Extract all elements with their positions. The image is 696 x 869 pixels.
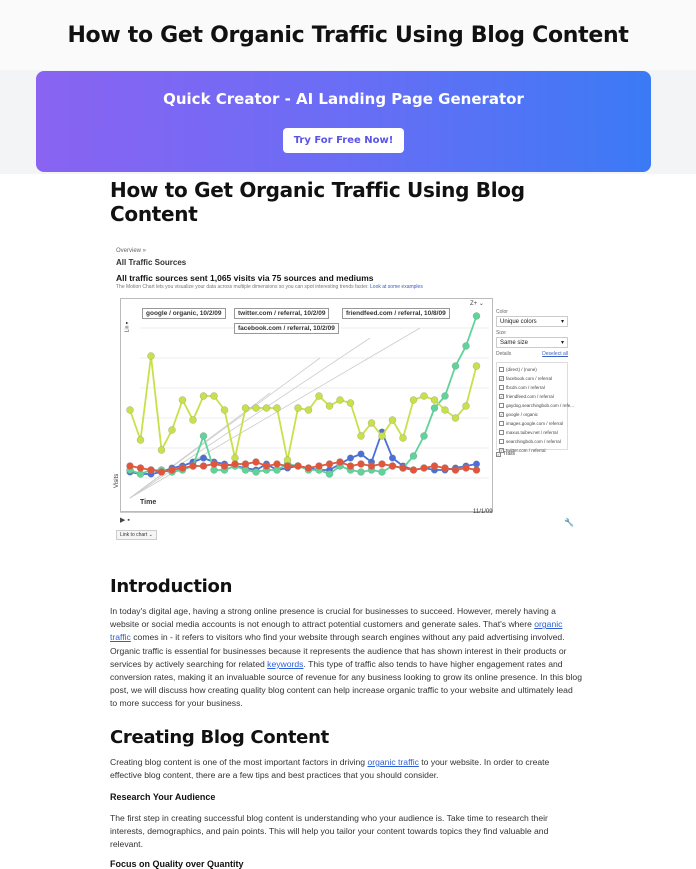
chevron-down-icon: ▾ [560,340,564,346]
google-organic-series-line [130,356,477,460]
friendfeed-series-point [442,465,449,472]
twitter-series-point [200,433,207,440]
google-organic-series-point [431,397,438,404]
twitter-series-point [442,393,449,400]
google-organic-series-point [179,397,186,404]
friendfeed-series-point [127,463,134,470]
facebook-series-point [200,455,207,462]
details-item-label: fbcdn.com / referral [506,385,545,390]
twitter-series-point [431,405,438,412]
details-item[interactable] [497,401,575,410]
details-item[interactable] [497,437,567,446]
friendfeed-series-point [148,467,155,474]
details-item-label: maxus.tuibev.net / referral [506,430,558,435]
twitter-series-point [421,433,428,440]
details-checkbox[interactable]: ✓ [500,412,504,417]
details-label: Details [496,351,512,357]
details-checkbox[interactable] [499,367,504,372]
tooltip-twitter: twitter.com / referral, 10/2/09 [234,308,329,319]
google-organic-series-point [253,405,260,412]
promo-banner [36,71,651,172]
friendfeed-series-point [211,461,218,468]
google-organic-series-point [347,400,354,407]
site-title: How to Get Organic Traffic Using Blog Content [67,22,629,48]
google-organic-series-point [221,407,228,414]
friendfeed-series-point [137,465,144,472]
timeline-end-date: 11/1/09 [473,509,493,515]
google-organic-series-point [158,447,165,454]
details-item-label: google / organic [506,412,539,417]
zoom-control[interactable]: Z+ ⌄ [470,301,484,307]
friendfeed-series-point [190,463,197,470]
research-audience-subheading: Research Your Audience [110,792,216,802]
trails-checkbox[interactable]: ✓ [497,451,501,457]
google-organic-series-point [137,437,144,444]
details-checkbox[interactable] [499,439,504,444]
friendfeed-series-point [242,461,249,468]
friendfeed-series-point [169,467,176,474]
color-label: Color [496,309,508,315]
google-organic-series-point [379,433,386,440]
chart-heading: All Traffic Sources [116,258,187,267]
x-axis-label: Time [140,499,157,506]
details-item-label: twitter.com / referral [506,448,546,453]
introduction-paragraph [110,605,582,711]
twitter-series-point [473,313,480,320]
friendfeed-series-point [389,463,396,470]
facebook-series-point [358,451,365,458]
twitter-series-point [452,363,459,370]
friendfeed-series-point [200,463,207,470]
google-organic-series-point [326,403,333,410]
twitter-series-point [410,453,417,460]
details-item-label: facebook.com / referral [506,376,553,381]
details-list [496,362,575,453]
google-organic-series-point [316,393,323,400]
quality-subheading: Focus on Quality over Quantity [110,859,244,869]
details-item[interactable] [497,374,567,383]
chevron-down-icon: ▾ [560,319,564,325]
details-checkbox[interactable]: ✓ [500,376,504,381]
friendfeed-series-point [358,461,365,468]
friendfeed-series-point [452,467,459,474]
facebook-series-point [347,455,354,462]
google-organic-series-point [389,417,396,424]
friendfeed-series-point [326,461,333,468]
details-item[interactable] [497,392,567,401]
google-organic-series-point [211,393,218,400]
friendfeed-series-point [232,461,239,468]
google-organic-series-point [463,403,470,410]
friendfeed-series-point [347,463,354,470]
details-header [496,351,568,357]
twitter-series-point [358,469,365,476]
friendfeed-series-point [316,463,323,470]
creating-text-a: Creating blog content is one of the most important factors in driving [110,757,368,767]
y-scale-toggle[interactable]: Lin ▾ [124,321,131,333]
try-free-button[interactable]: Try For Free Now! [283,128,405,153]
research-audience-paragraph: The first step in creating successful blog content is understanding who your audience is. Take time to research their interests, demographics, and pain points. This will help you tailor your content towards topics they find valuable and relevant. [110,813,549,850]
friendfeed-series-point [284,463,291,470]
friendfeed-series-point [400,465,407,472]
google-organic-series-point [305,407,312,414]
y-axis-label: Visits [114,473,120,488]
details-item-label: friendfeed.com / referral [506,394,554,399]
google-organic-series-point [190,417,197,424]
details-item[interactable] [497,410,567,419]
friendfeed-series-point [368,463,375,470]
trails-label: Trails [503,451,516,457]
site-header [0,0,696,70]
details-checkbox[interactable] [499,385,504,390]
details-item-label: gaydog.searchingbob.com / refe... [506,403,575,408]
details-item[interactable] [497,428,567,437]
google-organic-series-point [400,435,407,442]
friendfeed-series-point [431,463,438,470]
details-item-label: searchingbob.com / referral [506,439,561,444]
google-organic-series-point [169,427,176,434]
chart-subheading: All traffic sources sent 1,065 visits via 75 sources and mediums [116,273,374,283]
settings-wrench-icon[interactable]: 🔧 [564,518,574,527]
details-item[interactable] [497,419,567,428]
friendfeed-series-point [379,461,386,468]
tooltip-google: google / organic, 10/2/09 [142,308,226,319]
introduction-heading: Introduction [110,576,233,597]
play-icon[interactable]: ▶ ▪ [120,517,130,524]
friendfeed-series-point [263,463,270,470]
analytics-motion-chart-image [114,248,574,543]
google-organic-series-point [368,420,375,427]
details-item[interactable] [497,383,567,392]
chart-examples-link[interactable]: Look at some examples [370,284,423,290]
timeline-track[interactable] [120,512,493,524]
article-header [110,178,586,226]
friendfeed-series-point [473,467,480,474]
google-organic-series-point [200,393,207,400]
details-checkbox[interactable]: ✓ [500,394,504,399]
chart-side-panel [496,306,574,456]
google-organic-series-point [242,405,249,412]
organic-traffic-link-2[interactable]: organic traffic [367,757,419,767]
twitter-series-point [253,469,260,476]
twitter-series-point [379,469,386,476]
google-organic-series-point [263,405,270,412]
size-label: Size [496,330,506,336]
friendfeed-series-point [274,461,281,468]
google-organic-series-point [295,405,302,412]
deselect-all-link[interactable]: Deselect all [542,351,568,357]
details-checkbox[interactable] [499,421,504,426]
details-item-label: images.google.com / referral [506,421,564,426]
banner-title: Quick Creator - AI Landing Page Generator [163,90,524,108]
friendfeed-series-point [305,465,312,472]
friendfeed-series-point [179,465,186,472]
google-organic-series-point [421,393,428,400]
friendfeed-series-point [295,463,302,470]
friendfeed-series-point [421,465,428,472]
friendfeed-series-point [463,465,470,472]
size-select-value: Same size [500,340,529,346]
friendfeed-series-point [158,469,165,476]
details-checkbox[interactable]: ✓ [500,448,504,453]
creating-content-heading: Creating Blog Content [110,727,329,748]
google-organic-series-point [473,363,480,370]
facebook-series-point [473,461,480,468]
google-organic-series-point [274,405,281,412]
details-checkbox[interactable] [499,403,504,408]
creating-content-paragraph [110,756,582,782]
twitter-series-point [463,343,470,350]
size-select[interactable] [496,337,568,348]
color-select-value: Unique colors [500,319,537,325]
tooltip-facebook: facebook.com / referral, 10/2/09 [234,323,339,334]
details-checkbox[interactable] [499,430,504,435]
google-organic-series-point [148,353,155,360]
google-organic-series-point [358,433,365,440]
friendfeed-series-point [253,459,260,466]
google-organic-series-point [127,407,134,414]
facebook-series-point [389,455,396,462]
friendfeed-series-point [410,467,417,474]
article-title: How to Get Organic Traffic Using Blog Content [110,178,525,226]
intro-text-a: In today's digital age, having a strong online presence is crucial for businesses to succeed. However, merely having a website or social media accounts is not enough to attract potential customers and generate sales. That's where [110,606,556,630]
overview-link[interactable]: Overview » [116,248,147,254]
intro-text-b: comes in - it refers to visitors who find your website through search engines without any paid advertising involved. Organic traffic is essential for businesses because it represents the audience that has shown interest in their products or services by actively searching for related [110,632,567,669]
google-organic-series-point [410,397,417,404]
details-item[interactable] [497,446,567,455]
google-organic-series-point [442,407,449,414]
color-select[interactable] [496,316,568,327]
keywords-link[interactable]: keywords [267,658,304,669]
organic-traffic-link[interactable]: organic traffic [110,619,563,643]
intro-text-c: . This type of traffic also tends to have higher engagement rates and conversion rates, making it an invaluable source of revenue for any business looking to grow its online presence. In this blog post, we will discuss how creating quality blog content can help increase organic traffic to your website and ultimately lead to more success for your business. [110,658,582,709]
friendfeed-series-point [221,463,228,470]
chart-note-text: The Motion Chart lets you visualize your data across multiple dimensions so you can spot interesting trends faster. [116,284,369,290]
details-item[interactable] [497,365,567,374]
twitter-series-point [326,471,333,478]
link-to-chart-button[interactable]: Link to chart ⌄ [116,530,157,540]
chart-note [116,284,423,290]
google-organic-series-point [452,415,459,422]
friendfeed-series-point [337,459,344,466]
creating-text-b: to your website. In order to create effective blog content, there are a few tips and best practices that you should consider. [110,757,550,781]
tooltip-friendfeed: friendfeed.com / referral, 10/8/09 [342,308,450,319]
google-organic-series-point [337,397,344,404]
details-item-label: (direct) / (none) [506,367,537,372]
